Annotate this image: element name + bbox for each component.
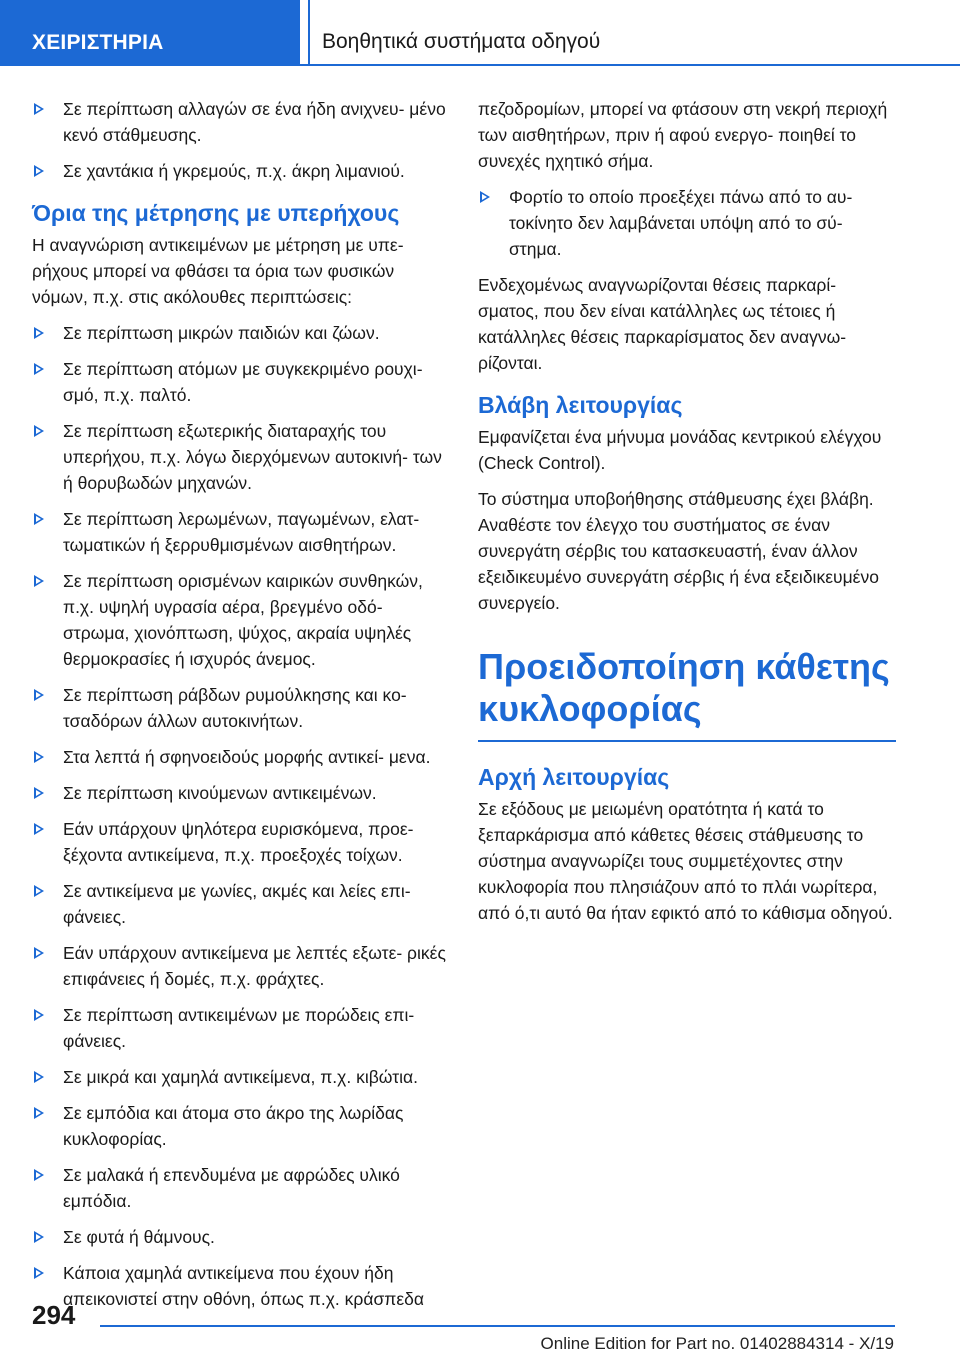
- limits-heading: Όρια της μέτρησης με υπερήχους: [32, 200, 400, 226]
- bullet-triangle-icon: [34, 689, 44, 701]
- bullet-triangle-icon: [34, 1107, 44, 1119]
- list-item: [32, 320, 452, 346]
- bullet-list-right: [478, 184, 898, 262]
- list-item-text: Στα λεπτά ή σφηνοειδούς μορφής αντικεί‐ μενα.: [63, 747, 431, 767]
- principle-text: Σε εξόδους με μειωμένη ορατότητα ή κατά το ξεπαρκάρισμα από κάθετες θέσεις στάθμευσης το σύστημα αναγνωρίζει τους συμμετέχοντες στην κυκλοφορία που πλησιάζουν από το πλάι νωρίτερα, από ό,τι αυτό θα ήταν εφικτό από το κάθισμα οδηγού.: [478, 799, 893, 923]
- list-item-text: Σε αντικείμενα με γωνίες, ακμές και λείες επι‐ φάνειες.: [63, 881, 411, 927]
- bullet-triangle-icon: [34, 363, 44, 375]
- list-item-text: Σε περίπτωση κινούμενων αντικειμένων.: [63, 783, 377, 803]
- list-item-text: Σε περίπτωση λερωμένων, παγωμένων, ελατ‐ τωματικών ή ξερρυθμισμένων αισθητήρων.: [63, 509, 420, 555]
- list-item: [32, 1162, 452, 1214]
- continuation-text: πεζοδρομίων, μπορεί να φτάσουν στη νεκρή περιοχή των αισθητήρων, πριν ή αφού ενεργο‐ ποιηθεί το συνεχές ηχητικό σήμα.: [478, 99, 888, 171]
- page-number: 294: [32, 1300, 76, 1330]
- header-divider: [308, 0, 310, 64]
- bullet-list-limits: [32, 320, 452, 1312]
- list-item-text: Σε περίπτωση ορισμένων καιρικών συνθηκών, π.χ. υψηλή υγρασία αέρα, βρεγμένο οδό‐ στρωμα, χιονόπτωση, ψύχος, ακραία υψηλές θερμοκρασίες ή ισχυρός άνεμος.: [63, 571, 423, 669]
- bullet-triangle-icon: [34, 1071, 44, 1083]
- bullet-triangle-icon: [34, 103, 44, 115]
- list-item: [32, 96, 452, 148]
- list-item: [32, 568, 452, 672]
- bullet-triangle-icon: [34, 1169, 44, 1181]
- list-item-text: Εάν υπάρχουν ψηλότερα ευρισκόμενα, προε‐ ξέχοντα αντικείμενα, π.χ. προεξοχές τοίχων.: [63, 819, 414, 865]
- list-item-text: Σε μαλακά ή επενδυμένα με αφρώδες υλικό εμπόδια.: [63, 1165, 400, 1211]
- bullet-triangle-icon: [34, 513, 44, 525]
- list-item: [32, 418, 452, 496]
- section-tab: ΧΕΙΡΙΣΤΗΡΙΑ: [0, 0, 300, 64]
- bullet-triangle-icon: [34, 1231, 44, 1243]
- bullet-triangle-icon: [34, 947, 44, 959]
- principle-heading: Αρχή λειτουργίας: [478, 764, 670, 790]
- edition-footer: Online Edition for Part no. 01402884314 - X/19: [540, 1334, 894, 1353]
- limits-intro: Η αναγνώριση αντικειμένων με μέτρηση με υπε‐ ρήχους μπορεί να φθάσει τα όρια των φυσικών νόμων, π.χ. στις ακόλουθες περιπτώσεις:: [32, 235, 404, 307]
- list-item-text: Σε εμπόδια και άτομα στο άκρο της λωρίδας κυκλοφορίας.: [63, 1103, 404, 1149]
- bullet-triangle-icon: [34, 425, 44, 437]
- list-item-text: Εάν υπάρχουν αντικείμενα με λεπτές εξωτε‐ ρικές επιφάνειες ή δομές, π.χ. φράχτες.: [63, 943, 446, 989]
- list-item: [32, 780, 452, 806]
- list-item-text: Σε μικρά και χαμηλά αντικείμενα, π.χ. κιβώτια.: [63, 1067, 418, 1087]
- list-item: [32, 940, 452, 992]
- list-item-text: Σε περίπτωση ράβδων ρυμούλκησης και κο‐ τσαδόρων άλλων αυτοκινήτων.: [63, 685, 407, 731]
- bullet-triangle-icon: [34, 787, 44, 799]
- left-column: [32, 96, 452, 1322]
- list-item-text: Σε χαντάκια ή γκρεμούς, π.χ. άκρη λιμανιού.: [63, 161, 405, 181]
- list-item: [32, 816, 452, 868]
- bullet-triangle-icon: [34, 751, 44, 763]
- bullet-triangle-icon: [34, 885, 44, 897]
- list-item: [32, 506, 452, 558]
- list-item: [32, 1224, 452, 1250]
- bullet-triangle-icon: [480, 191, 490, 203]
- list-item: [478, 184, 898, 262]
- list-item-text: Σε περίπτωση εξωτερικής διαταραχής του υπερήχου, π.χ. λόγω διερχόμενων αυτοκινή‐ των ή θορυβωδών μηχανών.: [63, 421, 442, 493]
- bullet-triangle-icon: [34, 575, 44, 587]
- list-item: [32, 744, 452, 770]
- page-header: [0, 0, 960, 84]
- list-item-text: Σε περίπτωση αντικειμένων με πορώδεις επι‐ φάνειες.: [63, 1005, 415, 1051]
- list-item: [32, 1100, 452, 1152]
- list-item-text: Σε φυτά ή θάμνους.: [63, 1227, 215, 1247]
- list-item-text: Κάποια χαμηλά αντικείμενα που έχουν ήδη απεικονιστεί στην οθόνη, όπως π.χ. κράσπεδα: [63, 1263, 424, 1309]
- bullet-triangle-icon: [34, 823, 44, 835]
- footer-rule: [100, 1325, 895, 1327]
- bullet-triangle-icon: [34, 1009, 44, 1021]
- list-item: [32, 356, 452, 408]
- chapter-title: Βοηθητικά συστήματα οδηγού: [322, 30, 601, 53]
- parking-text: Ενδεχομένως αναγνωρίζονται θέσεις παρκαρί‐ σματος, που δεν είναι κατάλληλες ως τέτοιες ή κατάλληλες θέσεις παρκαρίσματος δεν αναγνω‐ ρίζονται.: [478, 275, 847, 373]
- list-item: [32, 682, 452, 734]
- list-item-text: Σε περίπτωση ατόμων με συγκεκριμένο ρουχι‐ σμό, π.χ. παλτό.: [63, 359, 423, 405]
- list-item-text: Σε περίπτωση μικρών παιδιών και ζώων.: [63, 323, 380, 343]
- bullet-triangle-icon: [34, 1267, 44, 1279]
- right-column: [478, 96, 898, 936]
- list-item: [32, 878, 452, 930]
- list-item: [32, 1064, 452, 1090]
- list-item: [32, 158, 452, 184]
- bullet-triangle-icon: [34, 165, 44, 177]
- fault-heading: Βλάβη λειτουργίας: [478, 392, 683, 418]
- fault-paragraph-2: Το σύστημα υποβοήθησης στάθμευσης έχει βλάβη. Αναθέστε τον έλεγχο του συστήματος σε έναν συνεργάτη σέρβις του κατασκευαστή, έναν άλλον εξειδικευμένο συνεργάτη σέρβις ή ένα εξειδικευμένο συνεργείο.: [478, 489, 879, 613]
- bullet-triangle-icon: [34, 327, 44, 339]
- list-item: [32, 1002, 452, 1054]
- list-item: [32, 1260, 452, 1312]
- list-item-text: Σε περίπτωση αλλαγών σε ένα ήδη ανιχνευ‐ μένο κενό στάθμευσης.: [63, 99, 446, 145]
- list-item-text: Φορτίο το οποίο προεξέχει πάνω από το αυ‐ τοκίνητο δεν λαμβάνεται υπόψη από το σύ‐ στημα.: [509, 187, 853, 259]
- fault-paragraph-1: Εμφανίζεται ένα μήνυμα μονάδας κεντρικού ελέγχου (Check Control).: [478, 427, 882, 473]
- header-rule: [0, 64, 960, 66]
- bullet-list-top: [32, 96, 452, 184]
- section-heading: Προειδοποίηση κάθετης κυκλοφορίας: [478, 646, 896, 742]
